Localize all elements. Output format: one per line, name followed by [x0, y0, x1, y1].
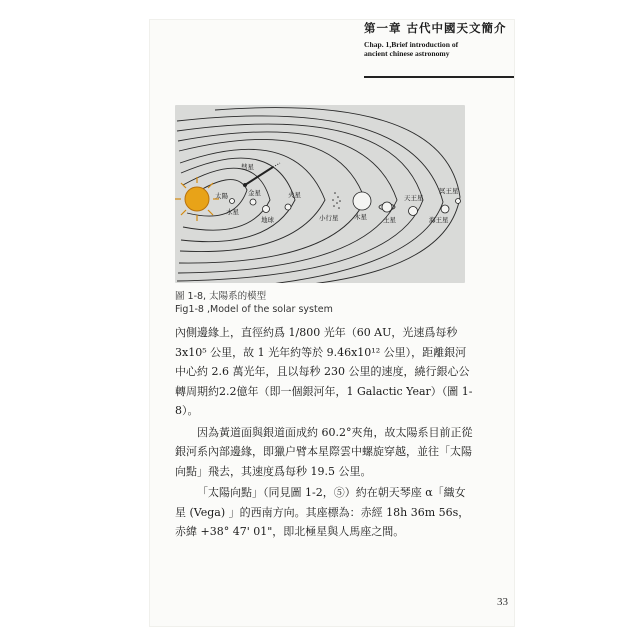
chapter-header — [364, 20, 514, 58]
planet-neptune — [441, 205, 449, 213]
body-text — [175, 323, 475, 542]
label-saturn: 土星 — [383, 217, 396, 224]
label-jupiter: 木星 — [354, 214, 367, 221]
planet-mercury — [230, 199, 235, 204]
planet-saturn — [382, 202, 392, 212]
header-rule — [364, 76, 514, 78]
planet-uranus — [409, 207, 418, 216]
label-mercury: 水星 — [226, 209, 239, 216]
planet-earth — [263, 206, 270, 213]
label-uranus: 天王星 — [404, 195, 424, 202]
chapter-title-english — [364, 40, 504, 58]
caption-zh: 圖 1-8, 太陽系的模型 — [175, 291, 267, 302]
figure-caption — [175, 290, 333, 316]
planet-pluto — [456, 199, 461, 204]
asteroid-dots — [332, 192, 341, 209]
planet-venus — [250, 199, 256, 205]
planets — [230, 192, 461, 216]
planet-jupiter — [353, 192, 371, 210]
solar-system-diagram — [175, 105, 465, 283]
label-asteroids: 小行星 — [319, 215, 339, 222]
chapter-title: 第一章 古代中國天文簡介 — [364, 21, 507, 35]
chapter-en-line2: ancient chinese astronomy — [364, 49, 450, 58]
planet-mars — [285, 204, 291, 210]
paragraph-2: 因為黃道面與銀道面成約 60.2°夾角，故太陽系目前正從銀河系內部邊緣，即獵户臂本星際雲中螺旋穿越，並往「太陽向點」飛去，其速度爲每秒 19.5 公里。 — [175, 425, 473, 478]
label-earth: 地球 — [261, 217, 274, 224]
label-neptune: 海王星 — [429, 217, 449, 224]
page-number: 33 — [497, 596, 508, 608]
chapter-en-line1: Chap. 1,Brief introduction of — [364, 40, 459, 49]
comet — [241, 162, 280, 187]
book-page — [150, 20, 514, 626]
paragraph-1: 內側邊緣上，直徑約爲 1/800 光年（60 AU，光速爲每秒 3x10⁵ 公里，故 1 光年約等於 9.46x10¹² 公里），距離銀河中心約 2.6 萬光年，且以每秒 230 公里的速度，繞行銀心公轉周期約2.2億年（即一個銀河年，1 Galactic Year）（圖 1-8）。 — [175, 326, 473, 417]
label-venus: 金星 — [248, 190, 261, 197]
label-comet: 彗星 — [241, 164, 254, 171]
label-pluto: 冥王星 — [439, 188, 459, 195]
sun — [175, 177, 229, 221]
paragraph-3: 「太陽向點」（同見圖 1-2，⑤）約在朝天琴座 α「織女星 (Vega) 」的西南方向。其座標為：赤經 18h 36m 56s，赤緯 +38° 47' 01"，即北極星與人馬座之間。 — [175, 486, 470, 538]
solar-system-figure — [175, 105, 465, 283]
label-sun: 太陽 — [215, 193, 228, 200]
caption-en: Fig1-8 ,Model of the solar system — [175, 304, 333, 315]
label-mars: 火星 — [288, 192, 301, 199]
